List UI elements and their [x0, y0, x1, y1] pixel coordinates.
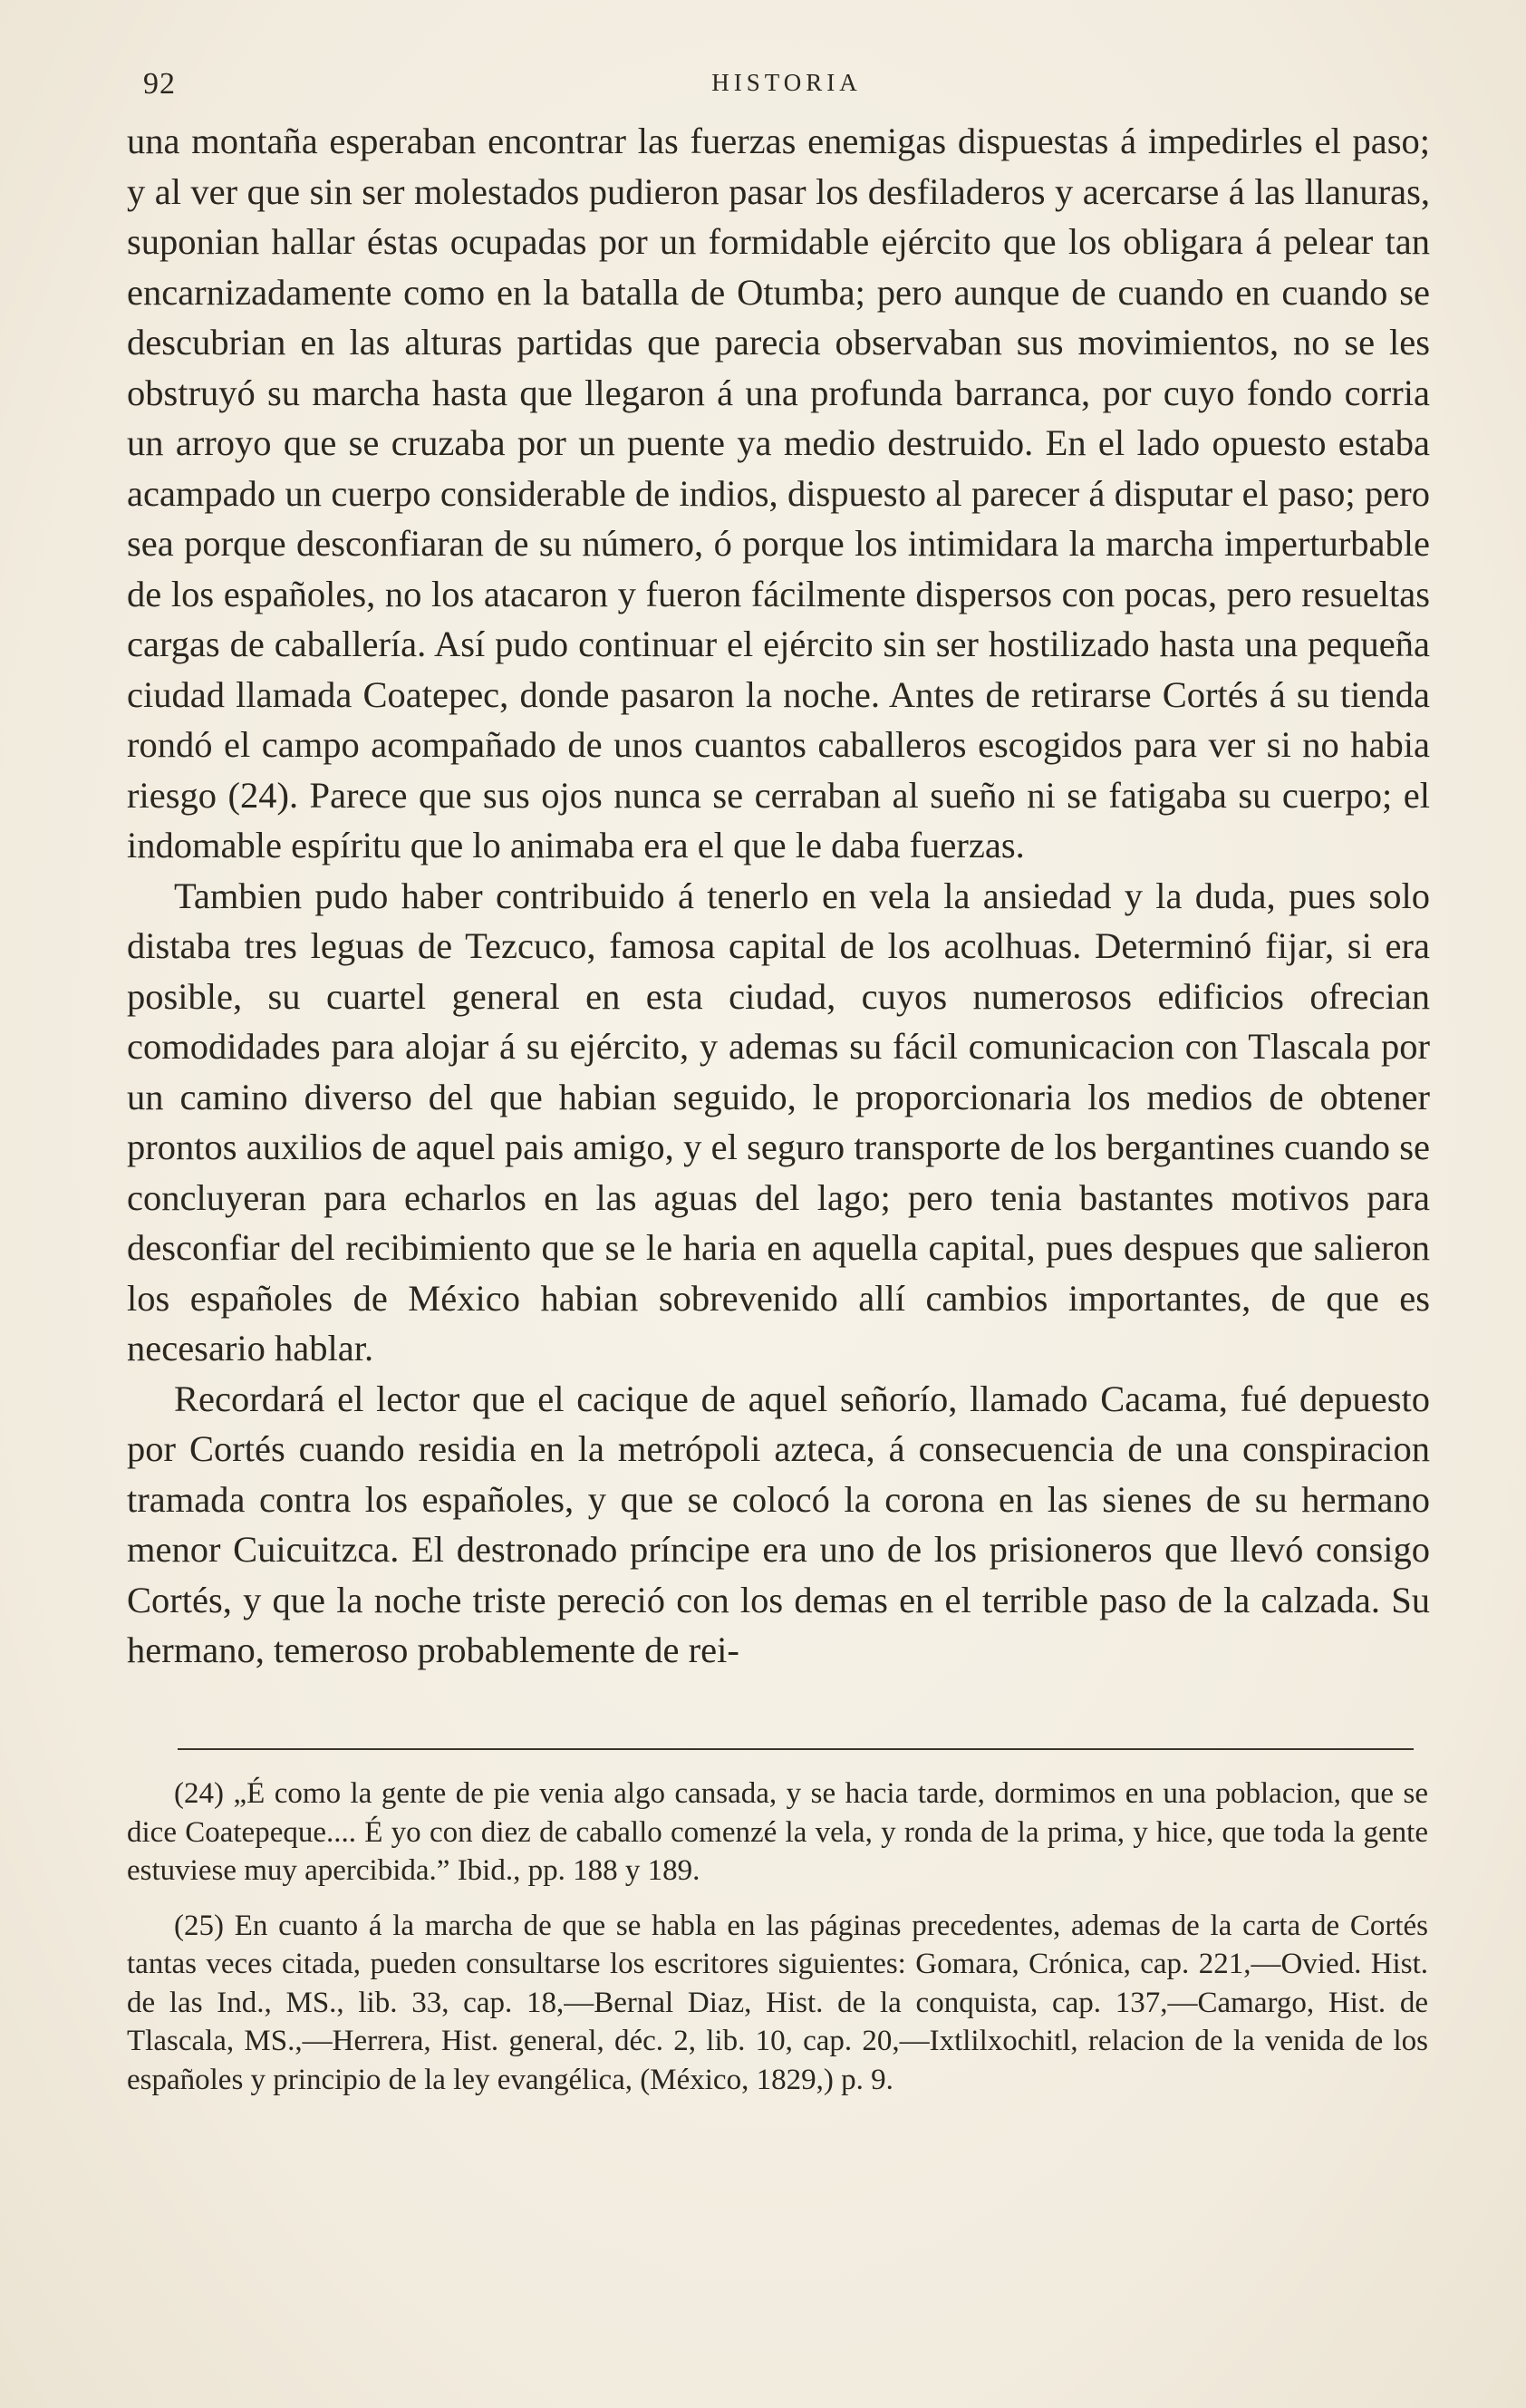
- page-header: [143, 67, 1430, 112]
- running-title: HISTORIA: [711, 69, 862, 96]
- footnotes: [127, 1775, 1428, 2115]
- body-text: [127, 116, 1430, 1676]
- paragraph: una montaña esperaban encontrar las fuerzas enemigas dispuestas á impedirles el paso; y al ver que sin ser molestados pudieron pasar los desfiladeros y acercarse á las llanuras, suponian hallar éstas ocupadas por un formidable ejército que los obligara á pelear tan encarnizadamente como en la batalla de Otumba; pero aunque de cuando en cuando se descubrian en las alturas partidas que parecia observaban sus movimientos, no se les obstruyó su marcha hasta que llegaron á una profunda barranca, por cuyo fondo corria un arroyo que se cruzaba por un puente ya medio destruido. En el lado opuesto estaba acampado un cuerpo considerable de indios, dispuesto al parecer á disputar el paso; pero sea porque desconfiaran de su número, ó porque los intimidara la marcha imperturbable de los españoles, no los atacaron y fueron fácilmente dispersos con pocas, pero resueltas cargas de caballería. Así pudo continuar el ejército sin ser hostilizado hasta una pequeña ciudad llamada Coatepec, donde pasaron la noche. Antes de retirarse Cortés á su tienda rondó el campo acompañado de unos cuantos caballeros escogidos para ver si no habia riesgo (24). Parece que sus ojos nunca se cerraban al sueño ni se fatigaba su cuerpo; el indomable espíritu que lo animaba era el que le daba fuerzas.: [127, 121, 1430, 866]
- footnote-25: (25) En cuanto á la marcha de que se habla en las páginas precedentes, ademas de la carta de Cortés tantas veces citada, pueden consultarse los escritores siguientes: Gomara, Crónica, cap. 221,—Ovied. Hist. de las Ind., MS., lib. 33, cap. 18,—Bernal Diaz, Hist. de la conquista, cap. 137,—Camargo, Hist. de Tlascala, MS.,—Herrera, Hist. general, déc. 2, lib. 10, cap. 20,—Ixtlilxochitl, relacion de la venida de los españoles y principio de la ley evangélica, (México, 1829,) p. 9.: [127, 1909, 1428, 2096]
- footnote-divider: [178, 1748, 1414, 1750]
- paragraph: Tambien pudo haber contribuido á tenerlo en vela la ansiedad y la duda, pues solo distaba tres leguas de Tezcuco, famosa capital de los acolhuas. Determinó fijar, si era posible, su cuartel general en esta ciudad, cuyos numerosos edificios ofrecian comodidades para alojar á su ejército, y ademas su fácil comunicacion con Tlascala por un camino diverso del que habian seguido, le proporcionaria los medios de obtener prontos auxilios de aquel pais amigo, y el seguro transporte de los bergantines cuando se concluyeran para echarlos en las aguas del lago; pero tenia bastantes motivos para desconfiar del recibimiento que se le haria en aquella capital, pues despues que salieron los españoles de México habian sobrevenido allí cambios importantes, de que es necesario hablar.: [127, 875, 1430, 1368]
- page-number: 92: [143, 67, 176, 101]
- paragraph: Recordará el lector que el cacique de aquel señorío, llamado Cacama, fué depuesto por Cortés cuando residia en la metrópoli azteca, á consecuencia de una conspiracion tramada contra los españoles, y que se colocó la corona en las sienes de su hermano menor Cuicuitzca. El destronado príncipe era uno de los prisioneros que llevó consigo Cortés, y que la noche triste pereció con los demas en el terrible paso de la calzada. Su hermano, temeroso probablemente de rei-: [127, 1378, 1430, 1670]
- footnote-24: (24) „É como la gente de pie venia algo cansada, y se hacia tarde, dormimos en una poblacion, que se dice Coatepeque.... É yo con diez de caballo comenzé la vela, y ronda de la prima, y hice, que toda la gente estuviese muy apercibida.” Ibid., pp. 188 y 189.: [127, 1777, 1428, 1887]
